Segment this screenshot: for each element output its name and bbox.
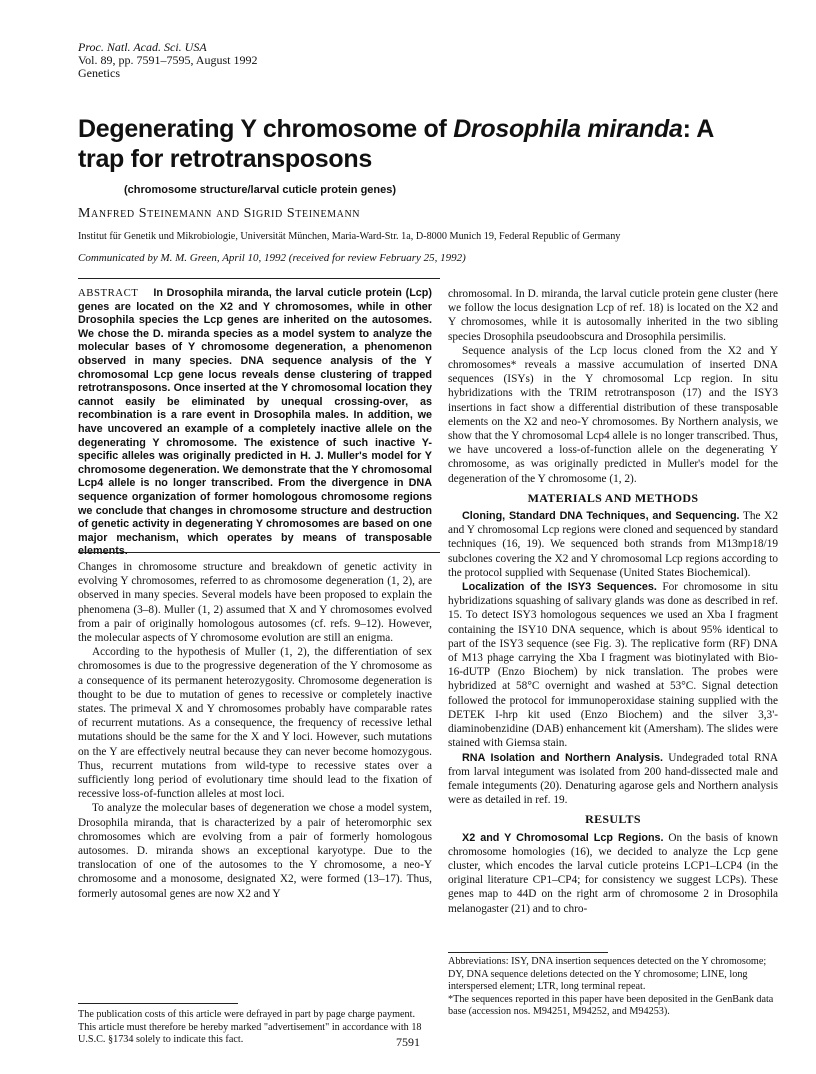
methods-heading: MATERIALS AND METHODS bbox=[527, 490, 699, 505]
right-column-body bbox=[448, 287, 778, 916]
genbank-footnote: *The sequences reported in this paper have been deposited in the GenBank data base (accession nos. M94251, M94252, and M94253). bbox=[448, 993, 774, 1018]
abstract-bottom-rule bbox=[78, 552, 440, 553]
footnote-rule-right bbox=[448, 952, 608, 953]
abstract-label: ABSTRACT bbox=[78, 287, 139, 299]
paragraph: According to the hypothesis of Muller (1, 2), the differentiation of sex chromosomes is due to the progressive degeneration of the Y chromosome as a consequence of its permanent heterozygosity. Chromosome degeneration is thought to be due to mutation of genes to recessive or completely inactive states. The primeval X and Y chromosomes probably have comparable rates of recurrent mutations. As a consequence, the frequency of recessive lethal mutations should be the same for the X and Y loci. However, such mutations on the Y are effectively neutral because they can never become homozygous. Thus, recurrent mutations from wild-type to recessive states over a sufficiently long period of evolutionary time should lead to the fixation of recessive loss-of-function alleles at most loci. bbox=[78, 646, 432, 801]
paragraph: Sequence analysis of the Lcp locus cloned from the X2 and Y chromosomes* reveals a massive accumulation of inserted DNA sequences (ISYs) in the Y chromosomal Lcp region. In situ hybridizations with the TRIM retrotransposon (17) and the ISY3 insertions in fact show a differential distribution of these transposable elements on the X2 and neo-Y chromosomes. By Northern analysis, we show that the Y chromosomal Lcp4 allele is no longer transcribed. Thus, we have uncovered a loss-of-function allele on the degenerating Y chromosome, as was originally predicted in Muller's model for the degeneration of the Y chromosome (1, 2). bbox=[448, 344, 778, 485]
abbreviations-footnote: Abbreviations: ISY, DNA insertion sequences detected on the Y chromosome; DY, DNA sequence deletions detected on the Y chromosome; LINE, long interspersed element; LTR, long terminal repeat. bbox=[448, 956, 767, 993]
journal-name: Proc. Natl. Acad. Sci. USA bbox=[78, 40, 207, 54]
paragraph: RNA Isolation and Northern Analysis. Undegraded total RNA from larval integument was isolated from 200 hand-dissected male and female integuments (20). Denaturing agarose gels and Northern analysis were as detailed in ref. 19. bbox=[448, 751, 779, 807]
section-label: Genetics bbox=[78, 66, 120, 80]
paragraph: Changes in chromosome structure and breakdown of genetic activity in evolving Y chromosomes, referred to as chromosome degeneration (1, 2), are observed in many species. Several models have been proposed to explain the phenomena (3–8). Muller (1, 2) assumed that X and Y chromosomes evolved from a pair of originally homologous autosomes (cf. refs. 9–12). However, the molecular aspects of Y chromosome evolution are still an enigma. bbox=[78, 561, 432, 645]
paragraph: To analyze the molecular bases of degeneration we chose a model system, Drosophila miranda, that is characterized by a pair of heteromorphic sex chromosomes which are evolving from a pair of formerly homologous autosomes. D. miranda shows an exceptional karyotype. Due to the translocation of one of the autosomes to the Y chromosome, a neo-Y chromosome and a monosome, designated X2, were formed (13–17). Thus, formerly autosomal genes are now X2 and Y bbox=[78, 802, 432, 900]
paragraph: Localization of the ISY3 Sequences. For chromosome in situ hybridizations squashing of salivary glands was done as described in ref. 15. To detect ISY3 homologous sequences we used an Xba I fragment containing the ISY10 DNA sequence, which is about 95% identical to part of the ISY3 sequence (see Fig. 3). The replicative form (RF) DNA of M13 phage carrying the Xba I fragment was biotinylated with Bio-16-dUTP (Enzo Biochem) by nick translation. The probes were hybridized at 58°C overnight and washed at 53°C. Signal detection followed the protocol for immunoperoxidase staining supplied with the DETEK I-hrp kit used (Enzo Biochem) and the silver 3,3'-diaminobenzidine (DAB) enhancement kit (Amersham). The slides were stained with Giemsa stain. bbox=[448, 581, 778, 750]
volume-line: Vol. 89, pp. 7591–7595, August 1992 bbox=[78, 53, 258, 67]
paragraph: chromosomal. In D. miranda, the larval cuticle protein gene cluster (here we follow the locus designation Lcp of ref. 18) is located on the X2 and Y chromosomes, while it is autosomally inherited in the two sibling species Drosophila pseudoobscura and Drosophila persimilis. bbox=[448, 288, 778, 343]
affiliation: Institut für Genetik und Mikrobiologie, Universität München, Maria-Ward-Str. 1a, D-8000 Munich 19, Federal Republic of Germany bbox=[78, 231, 621, 242]
abstract bbox=[78, 287, 432, 559]
subsection-heading: Localization of the ISY3 Sequences. bbox=[462, 581, 657, 594]
abstract-top-rule bbox=[78, 278, 440, 279]
article-title: Degenerating Y chromosome of Drosophila miranda: A trap for retrotransposons bbox=[78, 115, 714, 173]
article-subtitle: (chromosome structure/larval cuticle protein genes) bbox=[124, 184, 397, 196]
right-footnotes bbox=[448, 956, 778, 1019]
page-number: 7591 bbox=[396, 1035, 420, 1049]
paragraph: X2 and Y Chromosomal Lcp Regions. On the basis of known chromosome homologies (16), we decided to analyze the Lcp gene cluster, which encodes the larval cuticle proteins LCP1–LCP4 (in the original literature CP1–CP4; for consistency we suggest LCPs). These genes map to 44D on the right arm of chromosome 2 in Drosophila melanogaster (21) and to chro- bbox=[448, 831, 778, 915]
footnote-rule-left bbox=[78, 1003, 238, 1004]
subsection-heading: Cloning, Standard DNA Techniques, and Sequencing. bbox=[462, 510, 740, 523]
results-heading: RESULTS bbox=[585, 812, 641, 827]
left-column-body bbox=[78, 560, 432, 901]
publication-cost-footnote: The publication costs of this article were defrayed in part by page charge payment. This article must therefore be hereby marked "advertisement" in accordance with 18 U.S.C. §1734 solely to indicate this fact. bbox=[78, 1009, 422, 1046]
paragraph: Cloning, Standard DNA Techniques, and Sequencing. The X2 and Y chromosomal Lcp regions were cloned and sequenced by standard techniques (16, 19). We sequenced both strands from M13mp18/19 subclones covering the X2 and Y chromosomal Lcp regions according to the protocol supplied with Sequenase (United States Biochemical). bbox=[448, 510, 778, 579]
subsection-heading: X2 and Y Chromosomal Lcp Regions. bbox=[462, 831, 664, 844]
authors: Manfred Steinemann and Sigrid Steinemann bbox=[78, 206, 361, 221]
communicated-by: Communicated by M. M. Green, April 10, 1992 (received for review February 25, 1992) bbox=[78, 252, 466, 264]
subsection-heading: RNA Isolation and Northern Analysis. bbox=[462, 751, 664, 764]
abstract-text: In Drosophila miranda, the larval cuticle protein (Lcp) genes are located on the X2 and Y chromosomes, while in other Drosophila species the Lcp genes are inherited on the autosomes. We chose the D. miranda species as a model system to analyze the molecular bases of Y chromosome degeneration, a phenomenon observed in many species. DNA sequence analysis of the Y chromosomal Lcp gene locus reveals dense clustering of trapped retrotransposons. Once inserted at the Y chromosomal location they cannot easily be eliminated by unequal crossing-over, as recombination is a rare event in Drosophila males. In addition, we have uncovered an example of a completely inactive allele on the degenerating Y chromosome. The existence of such inactive Y-specific alleles was originally predicted in H. J. Muller's model for Y chromosome degeneration. We demonstrate that the Y chromosomal Lcp4 allele is no longer transcribed. From the divergence in DNA sequence organization of former homologous chromosome regions we conclude that changes in chromosome structure and destruction of genetic activity in degenerating Y chromosomes are based on one major mechanism, which operates by means of transposable bbox=[78, 287, 432, 544]
